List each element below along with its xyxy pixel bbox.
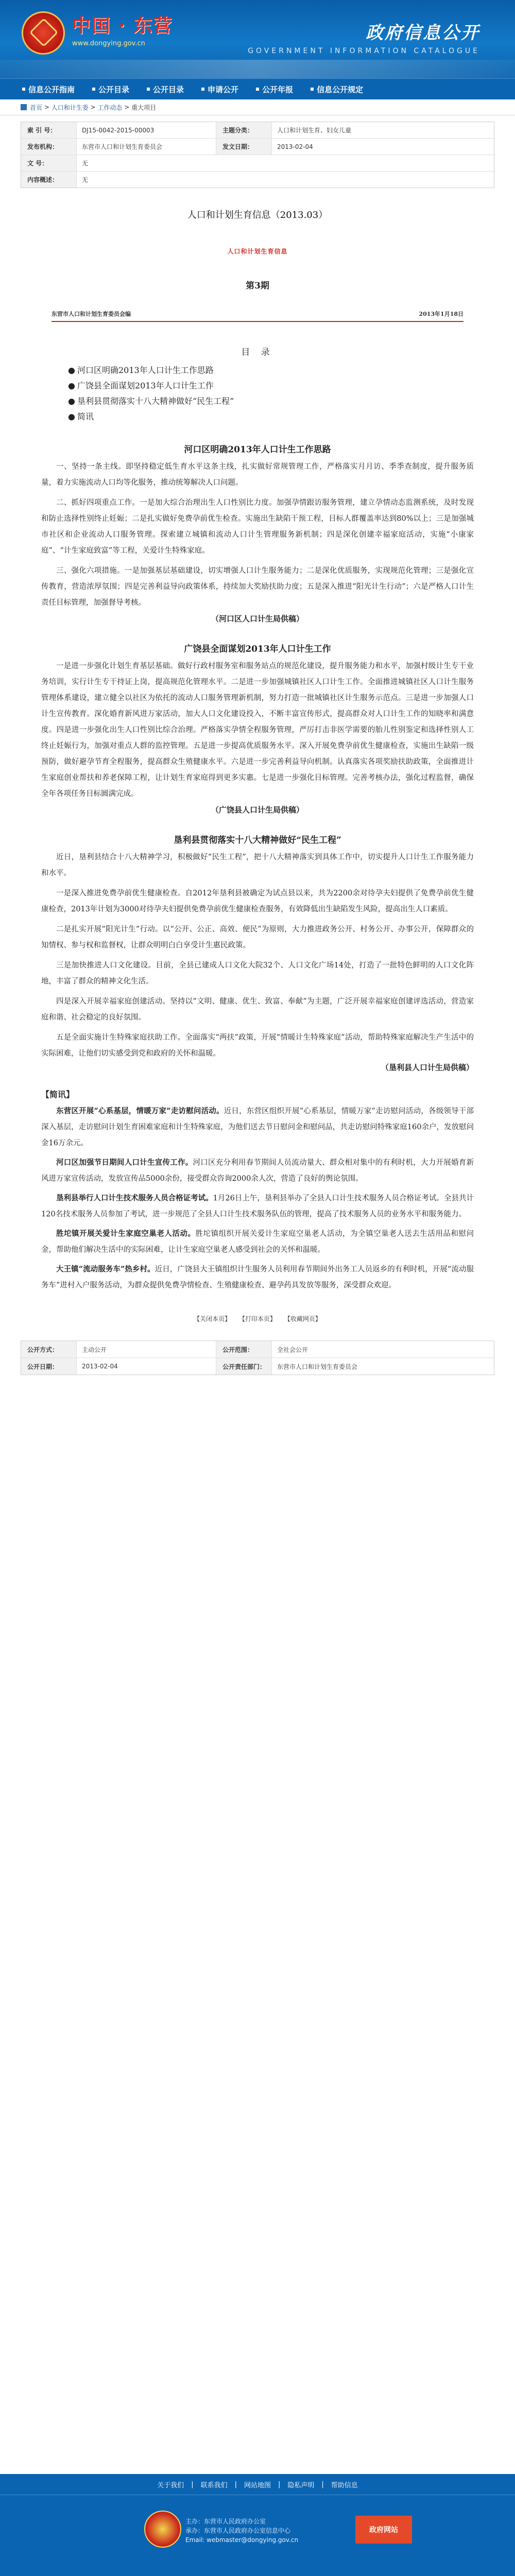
section-title: 垦利县贯彻落实十八大精神做好“民生工程” [174, 835, 341, 845]
meta-value: 东营市人口和计划生育委员会 [77, 139, 216, 155]
nav-item-catalogue-1[interactable]: 公开目录 [83, 84, 138, 95]
paragraph: 三是加快推进人口文化建设。目前，全县已建成人口文化大院32个、人口文化广场14处，打造了一批特色鲜明的人口文化阵地，丰富了群众的精神文化生活。 [41, 961, 474, 986]
section-title: 广饶县全面谋划2013年人口计生工作 [184, 644, 331, 654]
paragraph: 二、抓好四项重点工作。一是加大综合治理出生人口性别比力度。加强孕情跟访服务管理，建立孕情动态监测系统，及时发现和防止选择性别终止妊娠；二是扎实做好免费孕前优生检查。实施出生缺陷干预工程，目标人群覆盖率达到80%以上；三是加强城市社区和企业流动人口服务管理。探索建立城镇和流动人口计生管理服务新机制；四是深化创建幸福家庭活动，实施“小康家庭”、“计生家庭致富”等工程，关爱计生特殊家庭。 [41, 499, 474, 555]
home-icon [21, 104, 27, 110]
bullet-icon [311, 88, 314, 91]
main-nav [0, 78, 515, 99]
issue-number: 第3期 [246, 281, 269, 291]
bullet-icon [256, 88, 259, 91]
paragraph: 一是进一步强化计划生育基层基础。做好行政村服务室和服务站点的规范化建设，提升服务能力和水平，加强村级计生专干业务培训，实行计生专干持证上岗，提高规范化管理水平。二是进一步加强城镇社区人口计生工作。全面推进城镇社区人口计生服务管理体系建设，建立健全以社区为依托的流动人口服务管理新机制，努力打造一批城镇社区计生服务示范点。三是进一步加强人口计生宣传教育。深化婚育新风进万家活动，加大人口文化建设投入，不断丰富宣传形式，提高群众对人口计生工作的知晓率和满意度。四是进一步强化出生人口性别比综合治理。严格落实孕情全程服务管理，严厉打击非医学需要的胎儿性别鉴定和选择性别人工终止妊娠行为，加强对重点人群的监控管理。五是进一步提高优质服务水平。深入开展免费孕前优生健康检查，实施出生缺陷一级预防，做好避孕节育全程服务，提高群众生殖健康水平。六是进一步完善利益导向机制。认真落实各项奖励扶助政策，全面推进计生家庭创业帮扶和养老保障工程，让计划生育家庭得到更多实惠。七是进一步强化目标管理。完善考核办法，强化过程监督，确保全年各项任务目标圆满完成。 [41, 662, 474, 798]
bullet-icon [147, 88, 150, 91]
brand[interactable] [22, 11, 173, 55]
meta-value: 无 [82, 176, 89, 183]
breadcrumb-current: 重大项目 [131, 104, 157, 111]
footer-info-line: 主办：东营市人民政府办公室 [185, 2518, 266, 2525]
footer-link[interactable]: 帮助信息 [331, 2481, 358, 2489]
footer-link[interactable]: 隐私声明 [287, 2481, 315, 2489]
nav-item-catalogue-2[interactable]: 公开目录 [138, 84, 193, 95]
brief-lead: 大王镇“流动服务车”热乡村。 [56, 1265, 155, 1274]
toc-list [68, 363, 494, 425]
meta-label: 公开方式： [21, 1341, 77, 1358]
brief-lead: 东营区开展“心系基层，情暖万家”走访慰问活动。 [56, 1107, 224, 1115]
meta-label: 文 号： [21, 155, 77, 171]
paragraph: 近日，垦利县结合十八大精神学习，积极做好“民生工程”，把十八大精神落实到具体工作中，切实提升人口计生工作服务能力和水平。 [41, 853, 474, 877]
paragraph: 四是深入开展幸福家庭创建活动。坚持以“文明、健康、优生、致富、奉献”为主题，广泛开展幸福家庭创建评选活动，营造家庭和谐、社会稳定的良好氛围。 [41, 997, 474, 1022]
footer-link[interactable]: 联系我们 [200, 2481, 228, 2489]
meta-value: 主动公开 [77, 1341, 216, 1358]
paragraph: 二是扎实开展“阳光计生”行动。以“公开、公正、高效、便民”为原则，大力推进政务公开、村务公开、办事公开，保障群众的知情权、参与权和监督权，让群众明明白白享受计生惠民政策。 [41, 925, 474, 950]
meta-value: 全社会公开 [277, 1346, 308, 1353]
footer-info [185, 2517, 298, 2545]
meta-value: 人口和计划生育、妇女儿童 [277, 127, 352, 134]
site-footer [0, 2474, 515, 2576]
party-emblem-icon [144, 2511, 181, 2548]
section-title: 河口区明确2013年人口计生工作思路 [184, 445, 331, 455]
bullet-icon [22, 88, 25, 91]
paragraph: 五是全面实施计生特殊家庭扶助工作。全面落实“两扶”政策，开展“情暖计生特殊家庭”活动，帮助特殊家庭解决生产生活中的实际困难，让他们切实感受到党和政府的关怀和温暖。 [41, 1033, 474, 1058]
breadcrumb-section[interactable]: 工作动态 [97, 104, 123, 111]
breadcrumb-home[interactable]: 首页 [30, 104, 43, 111]
breadcrumb-dept[interactable]: 人口和计生委 [51, 104, 89, 111]
site-header [0, 0, 515, 78]
footer-info-line: Email: webmaster@dongying.gov.cn [185, 2536, 299, 2544]
paragraph: 一、坚持一条主线。即坚持稳定低生育水平这条主线，扎实做好常规管理工作，严格落实月月访、季季查制度，提升服务质量，着力实施流动人口均等化服务，推动统筹解决人口问题。 [41, 463, 474, 487]
brief-lead: 河口区加强节日期间人口计生宣传工作。 [56, 1158, 193, 1167]
issue-line [52, 310, 464, 322]
meta-label: 公开范围： [216, 1341, 272, 1358]
section-source: （河口区人口计生局供稿） [211, 614, 304, 623]
nav-item-apply[interactable]: 申请公开 [193, 84, 247, 95]
meta-label: 公开责任部门： [216, 1358, 272, 1375]
meta-row [21, 1358, 494, 1375]
doc-meta-table [21, 122, 494, 188]
page-title: 人口和计划生育信息（2013.03） [187, 210, 328, 221]
meta-value: 2013-02-04 [77, 1358, 216, 1375]
issue-date: 2013年1月18日 [419, 311, 464, 317]
footer-link[interactable]: 关于我们 [157, 2481, 184, 2489]
meta-row [21, 122, 494, 139]
footer-body [0, 2495, 515, 2576]
publish-meta-table [21, 1341, 494, 1375]
toc-title: 目 录 [241, 347, 274, 358]
bookmark-page-link[interactable]: 【收藏网页】 [284, 1315, 321, 1323]
section-source: （广饶县人口计生局供稿） [211, 805, 304, 815]
toc-item: ● 河口区明确2013年人口计生工作思路 [68, 363, 494, 378]
gov-website-badge[interactable]: 政府网站 [355, 2516, 412, 2544]
brief-item [41, 1261, 474, 1294]
nav-item-regulations[interactable]: 信息公开规定 [302, 84, 372, 95]
meta-value: 东营市人口和计划生育委员会 [277, 1363, 358, 1370]
article-content [21, 208, 494, 1323]
footer-links: 关于我们 | 联系我们 | 网站地图 | 隐私声明 | 帮助信息 [0, 2474, 515, 2495]
brief-item [41, 1226, 474, 1258]
header-decoration [0, 60, 515, 78]
city-logo-icon [22, 11, 65, 55]
meta-label: 公开日期： [21, 1358, 77, 1375]
close-page-link[interactable]: 【关闭本页】 [194, 1315, 231, 1323]
meta-row [21, 155, 494, 172]
toc-item: ● 简讯 [68, 409, 494, 425]
bullet-icon [201, 88, 204, 91]
brief-lead: 胜坨镇开展关爱计生家庭空巢老人活动。 [56, 1229, 196, 1238]
meta-value: 2013-02-04 [277, 143, 313, 150]
toc-item: ● 广饶县全面谋划2013年人口计生工作 [68, 378, 494, 394]
gov-title: 政府信息公开 [366, 23, 480, 43]
meta-row [21, 172, 494, 188]
issue-editor: 东营市人口和计划生育委员会编 [52, 311, 131, 317]
brief-title: 【简讯】 [41, 1090, 75, 1099]
nav-item-annual-report[interactable]: 公开年报 [247, 84, 302, 95]
nav-item-guide[interactable]: 信息公开指南 [13, 84, 83, 95]
bullet-icon [92, 88, 95, 91]
brief-text: 河口区充分利用春节期间人员流动量大、群众相对集中的有利时机，大力开展婚育新风进万家宣传活动，发放宣传品5000余份，接受群众咨询2000余人次，营造了良好的舆论氛围。 [41, 1159, 474, 1183]
brief-item [41, 1155, 474, 1187]
brand-url: www.dongying.gov.cn [72, 40, 145, 47]
gov-subtitle: GOVERNMENT INFORMATION CATALOGUE [248, 47, 480, 55]
meta-value: DJ15-0042-2015-00003 [77, 122, 216, 138]
meta-row [21, 139, 494, 155]
brief-text: 近日，东营区组织开展“心系基层，情暖万家”走访慰问活动，各级领导干部深入基层，走访慰问计划生育困难家庭和计生特殊家庭，为他们送去节日慰问金和慰问品，共走访慰问特殊家庭160余户，发放慰问金16万余元。 [41, 1107, 474, 1147]
brief-text: 近日，广饶县大王镇组织计生服务人员利用春节期间外出务工人员返乡的有利时机，开展“流动服务车”进村入户服务活动，为群众提供免费孕情检查、生殖健康检查、避孕药具发放等服务，深受群众欢迎。 [41, 1265, 474, 1290]
paragraph: 一是深入推进免费孕前优生健康检查。自2012年垦利县被确定为试点县以来，共为2200余对待孕夫妇提供了免费孕前优生健康检查，2013年计划为3000对待孕夫妇提供免费孕前优生健康检查服务，有效降低出生缺陷发生风险，提高出生人口素质。 [41, 889, 474, 913]
red-header: 人口和计划生育信息 [227, 248, 288, 255]
footer-link[interactable]: 网站地图 [244, 2481, 271, 2489]
section-source: （垦利县人口计生局供稿） [381, 1063, 474, 1072]
meta-label: 内容概述： [21, 172, 77, 188]
meta-label: 主题分类： [216, 122, 272, 138]
meta-label: 发文日期： [216, 139, 272, 155]
print-page-link[interactable]: 【打印本页】 [238, 1315, 276, 1323]
toc-item: ● 垦利县贯彻落实十八大精神做好“民生工程” [68, 394, 494, 409]
gov-catalogue-title [248, 19, 480, 55]
breadcrumb: 首页 > 人口和计生委 > 工作动态 > 重大项目 [0, 99, 515, 115]
brand-title: 中国 · 东营 [72, 15, 173, 37]
brief-item [41, 1103, 474, 1151]
meta-row [21, 1341, 494, 1358]
page-actions [21, 1314, 494, 1323]
brief-lead: 垦利县举行人口计生技术服务人员合格证考试。 [56, 1194, 213, 1202]
brief-item [41, 1190, 474, 1223]
meta-value: 无 [82, 160, 89, 167]
brief-text: 胜坨镇组织开展关爱计生家庭空巢老人活动，为全镇空巢老人送去生活用品和慰问金，帮助他们解决生活中的实际困难，让计生家庭空巢老人感受到社会的关怀和温暖。 [41, 1230, 474, 1254]
meta-label: 索 引 号： [21, 122, 77, 138]
brief-text: 1月26日上午，垦利县举办了全县人口计生技术服务人员合格证考试。全县共计120名技术服务人员参加了考试，进一步规范了全县人口计生技术服务队伍的管理，提高了技术服务人员的业务水平和服务能力。 [41, 1194, 474, 1218]
paragraph: 三、强化六项措施。一是加强基层基础建设，切实增强人口计生服务能力；二是深化优质服务，实现规范化管理；三是强化宣传教育，营造浓厚氛围；四是完善利益导向政策体系，持续加大奖励扶助力度；五是深入推进“阳光计生行动”；六是严格人口计生责任目标管理，加强督导考核。 [41, 567, 474, 607]
footer-info-line: 承办：东营市人民政府办公室信息中心 [185, 2527, 291, 2534]
meta-label: 发布机构： [21, 139, 77, 155]
